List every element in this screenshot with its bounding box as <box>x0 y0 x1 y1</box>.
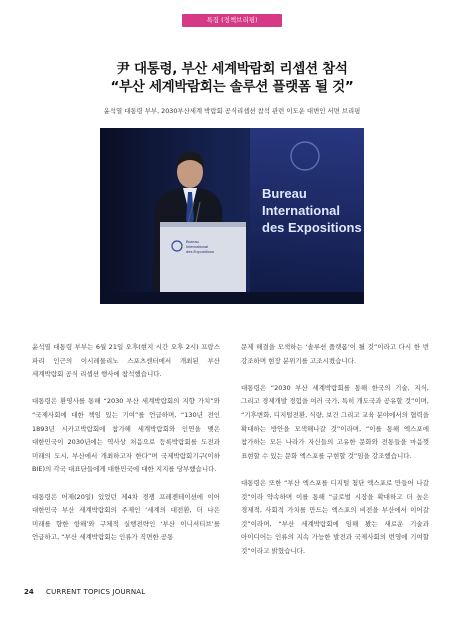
paragraph: 문제 해결을 모색하는 ‘솔루션 플랫폼’이 될 것”이라고 다시 한 번 강조하며 현장 분위기를 고조시켰습니다. <box>241 343 429 365</box>
paragraph: 대통령은 어제(20일) 있었던 제4차 경쟁 프레젠테이션에 이어 대한민국 부산 세계박람회의 주제인 ‘세계의 대전환, 더 나은 미래를 향한 항해’와 구체적 실행전략인 ‘부산 이니셔티브’를 언급하고, “부산 세계박람회는 인류가 직면한 공통 <box>32 492 220 542</box>
screen-text-3: des Expositions <box>262 220 362 235</box>
article-title <box>0 60 464 96</box>
speech-photo-illustration <box>100 128 364 304</box>
section-tag: 특집 (정책브리핑) <box>182 14 282 27</box>
podium-text-2: International <box>186 244 209 249</box>
article-title-line-1: 尹 대통령, 부산 세계박람회 리셉션 참석 <box>116 61 348 77</box>
paragraph: 윤석열 대통령 부부는 6월 21일 오후(현지 시간 오후 2시) 프랑스 파리 인근의 이시레물리노 스포츠센터에서 개최된 부산 세계박람회 공식 리셉션 행사에 참석했습니다. <box>32 343 220 379</box>
article-subtitle: 윤석열 대통령 부부, 2030부산세계 박람회 공식리셉션 참석 관련 이도운 대변인 서면 브리핑 <box>103 107 361 115</box>
screen-text-1: Bureau <box>262 186 307 201</box>
journal-name: CURRENT TOPICS JOURNAL <box>45 588 146 596</box>
article-photo <box>100 128 364 304</box>
page-footer <box>24 588 145 596</box>
page-number: 24 <box>24 588 34 596</box>
article-body-right <box>241 341 429 572</box>
paragraph: 대통령은 또한 “부산 엑스포를 디지털 첨단 엑스포로 만들어 나갈 것”이라 약속하며 이를 통해 “글로벌 시장을 확대하고 더 높은 경제적, 사회적 가치를 만드는 엑스포의 비전을 부산에서 이어갈 것”이라며, “부산 세계박람회에 임해 봤는 새로운 기술과 아이디어는 인류의 지속 가능한 발전과 국제사회의 번영에 기여할 것”이라고 밝혔습니다. <box>241 478 429 555</box>
screen-text-2: International <box>262 203 341 218</box>
article-title-line-2: “부산 세계박람회는 솔루션 플랫폼 될 것” <box>110 79 354 95</box>
photo-caption: Bureau International des Expositions <box>186 309 278 315</box>
paragraph: 대통령은 “2030 부산 세계박람회를 통해 한국의 기술, 지식, 그리고 경제개발 경험을 여러 국가, 특히 개도국과 공유할 것”이며, “기후변화, 디지털전환, 식량, 보건 그리고 교육 분야에서의 협력을 확대하는 방안을 모색해나갈 것”이라며, “이를 통해 엑스포에 참가하는 모든 나라가 자신들의 고유한 문화와 전통들을 마음껏 표현할 수 있는 문화 엑스포를 구현할 것”임을 강조했습니다. <box>241 383 429 460</box>
article-body-left <box>32 341 220 559</box>
podium-text-3: des Expositions <box>186 249 215 254</box>
podium-text-1: Bureau <box>186 239 199 244</box>
paragraph: 대통령은 환영사를 통해 “2030 부산 세계박람회의 지향 가치”와 “국제사회에 대한 책임 있는 기여”를 언급하며, “130년 전인 1893년 시카고박람회에 참가해 세계박람회와 인연을 맺은 대한민국이 2030년에는 역사상 처음으로 등록박람회를 도전과 미래의 도시, 부산에서 개최하고자 한다”며 국제박람회기구(이하 BIE)의 각국 대표단들에게 대한민국에 대한 지지를 당부했습니다. <box>32 397 220 474</box>
